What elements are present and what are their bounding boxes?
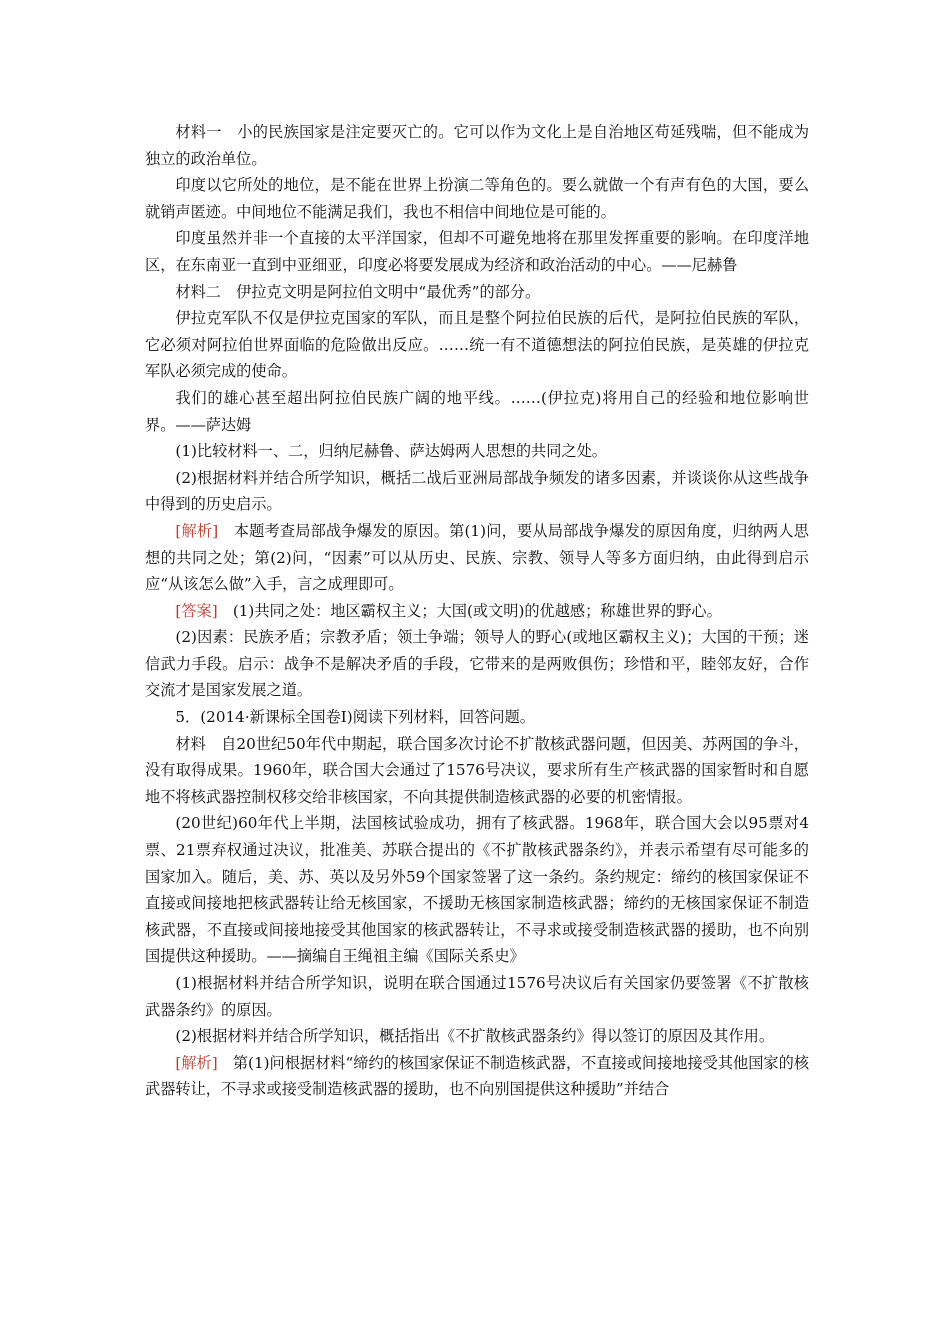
analysis-tag: [解析]: [175, 1053, 218, 1072]
question-heading: 5．(2014·新课标全国卷Ⅰ)阅读下列材料，回答问题。: [175, 708, 535, 727]
analysis-tag: [解析]: [175, 521, 219, 540]
answer-tag: [答案]: [175, 601, 218, 620]
document-page: [145, 119, 809, 1103]
question-paragraph: (1)根据材料并结合所学知识，说明在联合国通过1576号决议后有关国家仍要签署《不扩散核武器条约》的原因。: [145, 974, 809, 1019]
saddam-quote-paragraph: 我们的雄心甚至超出阿拉伯民族广阔的地平线。……(伊拉克)将用自己的经验和地位影响世界。——萨达姆: [145, 388, 809, 434]
question-paragraph: (2)根据材料并结合所学知识，概括指出《不扩散核武器条约》得以签订的原因及其作用。: [175, 1027, 775, 1046]
answer-paragraph: [答案] (1)共同之处：地区霸权主义；大国(或文明)的优越感；称雄世界的野心。: [175, 601, 722, 620]
nehru-quote-paragraph: 印度以它所处的地位，是不能在世界上扮演二等角色的。要么就做一个有声有色的大国，要么就销声匿迹。中间地位不能满足我们，我也不相信中间地位是可能的。: [145, 176, 809, 221]
material-one-paragraph: 材料一 小的民族国家是注定要灭亡的。它可以作为文化上是自治地区苟延残喘，但不能成为独立的政治单位。: [145, 123, 809, 168]
material-paragraph: (20世纪)60年代上半期，法国核试验成功，拥有了核武器。1968年，联合国大会以95票对4票、21票弃权通过决议，批准美、苏联合提出的《不扩散核武器条约》，并表示希望有尽可能多的国家加入。随后，美、苏、英以及另外59个国家签署了这一条约。条约规定：缔约的核国家保证不直接或间接地把核武器转让给无核国家，不援助无核国家制造核武器；缔约的无核国家保证不制造核武器，不直接或间接地接受其他国家的核武器转让，不寻求或接受制造核武器的援助，也不向别国提供这种援助。——摘编自王绳祖主编《国际关系史》: [145, 814, 809, 966]
material-paragraph: 材料 自20世纪50年代中期起，联合国多次讨论不扩散核武器问题，但因美、苏两国的争斗，没有取得成果。1960年，联合国大会通过了1576号决议，要求所有生产核武器的国家暂时和自愿地不将核武器控制权移交给非核国家，不向其提供制造核武器的必要的机密情报。: [145, 734, 809, 806]
question-paragraph: (1)比较材料一、二，归纳尼赫鲁、萨达姆两人思想的共同之处。: [175, 442, 607, 461]
answer-paragraph: (2)因素：民族矛盾；宗教矛盾；领土争端；领导人的野心(或地区霸权主义)；大国的干预；迷信武力手段。启示：战争不是解决矛盾的手段，它带来的是两败俱伤；珍惜和平，睦邻友好，合作交流才是国家发展之道。: [145, 628, 809, 700]
analysis-paragraph: [解析] 本题考查局部战争爆发的原因。第(1)问，要从局部战争爆发的原因角度，归纳两人思想的共同之处；第(2)问，“因素”可以从历史、民族、宗教、领导人等多方面归纳，由此得到启示应“从该怎么做”入手，言之成理即可。: [145, 521, 809, 594]
material-two-paragraph: 材料二 伊拉克文明是阿拉伯文明中“最优秀”的部分。: [175, 282, 541, 301]
saddam-quote-paragraph: 伊拉克军队不仅是伊拉克国家的军队，而且是整个阿拉伯民族的后代，是阿拉伯民族的军队，它必须对阿拉伯世界面临的危险做出反应。……统一有不道德想法的阿拉伯民族，是英雄的伊拉克军队必须完成的使命。: [145, 309, 809, 381]
nehru-quote-paragraph: 印度虽然并非一个直接的太平洋国家，但却不可避免地将在那里发挥重要的影响。在印度洋地区，在东南亚一直到中亚细亚，印度必将要发展成为经济和政治活动的中心。——尼赫鲁: [145, 229, 809, 274]
analysis-paragraph: [解析] 第(1)问根据材料“缔约的核国家保证不制造核武器，不直接或间接地接受其他国家的核武器转让，不寻求或接受制造核武器的援助，也不向别国提供这种援助”并结合: [145, 1053, 810, 1099]
question-paragraph: (2)根据材料并结合所学知识，概括二战后亚洲局部战争频发的诸多因素，并谈谈你从这些战争中得到的历史启示。: [145, 468, 809, 514]
